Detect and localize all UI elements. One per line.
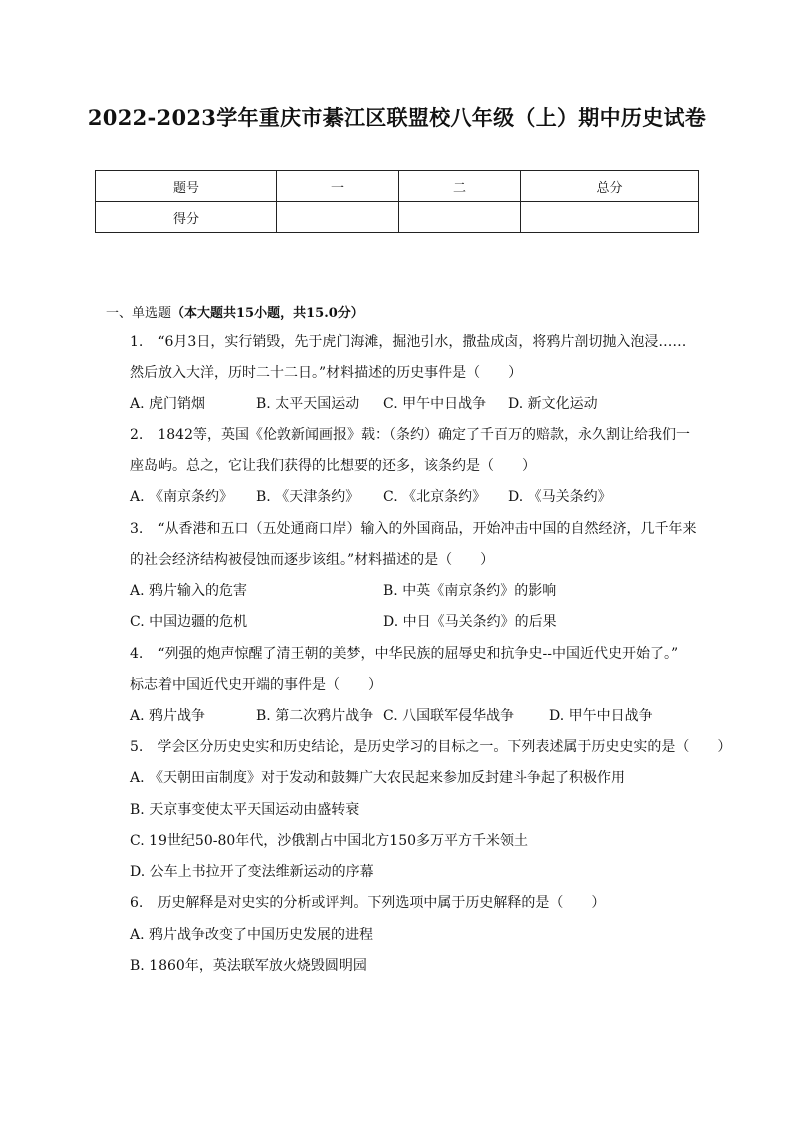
question-2-option-a: A. 《南京条约》: [130, 489, 234, 505]
question-5-option-b: B. 天京事变使太平天国运动由盛转衰: [130, 802, 360, 818]
question-3-option-a: A. 鸦片输入的危害: [130, 583, 248, 599]
question-4-option-a: A. 鸦片战争: [130, 708, 206, 724]
question-2-option-c: C. 《北京条约》: [383, 489, 487, 505]
score-table: [95, 170, 699, 233]
question-3-option-c: C. 中国边疆的危机: [130, 614, 248, 630]
question-1-line-1: 1. “6月3日，实行销毁，先于虎门海滩，掘池引水，撒盐成卤，将鸦片剖切抛入泡浸……: [130, 334, 687, 350]
score-cell: [399, 202, 521, 233]
score-header-cell: 二: [399, 171, 521, 202]
question-3-line-2: 的社会经济结构被侵蚀而逐步该组。”材料描述的是（ ）: [130, 552, 495, 568]
question-4-option-d: D. 甲午中日战争: [549, 708, 653, 724]
score-header-cell: 总分: [521, 171, 699, 202]
question-1-option-a: A. 虎门销烟: [130, 396, 206, 412]
question-5-line-1: 5. 学会区分历史史实和历史结论，是历史学习的目标之一。下列表述属于历史史实的是（ ）: [130, 739, 732, 755]
score-table-score-row: [96, 202, 699, 233]
section-note: （本大题共15小题，共15.0分）: [171, 306, 364, 321]
question-4-option-c: C. 八国联军侵华战争: [383, 708, 515, 724]
exam-title: 2022-2023学年重庆市綦江区联盟校八年级（上）期中历史试卷: [87, 105, 707, 130]
section-name: 一、单选题: [106, 306, 172, 321]
question-1-option-d: D. 新文化运动: [508, 396, 598, 412]
question-1-option-b: B. 太平天国运动: [256, 396, 360, 412]
question-2-line-1: 2. 1842等，英国《伦敦新闻画报》载：（条约）确定了千百万的赔款，永久割让给我们一: [130, 427, 690, 443]
question-2-option-d: D. 《马关条约》: [508, 489, 612, 505]
score-table-header-row: [96, 171, 699, 202]
question-3-line-1: 3. “从香港和五口（五处通商口岸）输入的外国商品，开始冲击中国的自然经济，几千年来: [130, 521, 697, 537]
question-6-option-a: A. 鸦片战争改变了中国历史发展的进程: [130, 927, 374, 943]
question-3-option-b: B. 中英《南京条约》的影响: [383, 583, 557, 599]
question-5-option-a: A. 《天朝田亩制度》对于发动和鼓舞广大农民起来参加反封建斗争起了积极作用: [130, 770, 626, 786]
question-6-option-b: B. 1860年，英法联军放火烧毁圆明园: [130, 958, 367, 974]
section-heading: [106, 302, 364, 321]
score-cell: [521, 202, 699, 233]
question-6-line-1: 6. 历史解释是对史实的分析或评判。下列选项中属于历史解释的是（ ）: [130, 895, 606, 911]
question-2-option-b: B. 《天津条约》: [256, 489, 360, 505]
question-3-option-d: D. 中日《马关条约》的后果: [383, 614, 557, 630]
question-5-option-c: C. 19世纪50-80年代，沙俄割占中国北方150多万平方千米领土: [130, 833, 529, 849]
question-5-option-d: D. 公车上书拉开了变法维新运动的序幕: [130, 864, 374, 880]
score-cell: [277, 202, 399, 233]
score-header-cell: 题号: [96, 171, 277, 202]
question-2-line-2: 座岛屿。总之，它让我们获得的比想要的还多，该条约是（ ）: [130, 458, 536, 474]
question-4-line-1: 4. “列强的炮声惊醒了清王朝的美梦，中华民族的屈辱史和抗争史--中国近代史开始了。”: [130, 646, 679, 662]
question-4-option-b: B. 第二次鸦片战争: [256, 708, 374, 724]
score-row-label: 得分: [96, 202, 277, 233]
question-1-option-c: C. 甲午中日战争: [383, 396, 487, 412]
question-4-line-2: 标志着中国近代史开端的事件是（ ）: [130, 677, 382, 693]
score-header-cell: 一: [277, 171, 399, 202]
question-1-line-2: 然后放入大洋，历时二十二日。”材料描述的历史事件是（ ）: [130, 365, 523, 381]
